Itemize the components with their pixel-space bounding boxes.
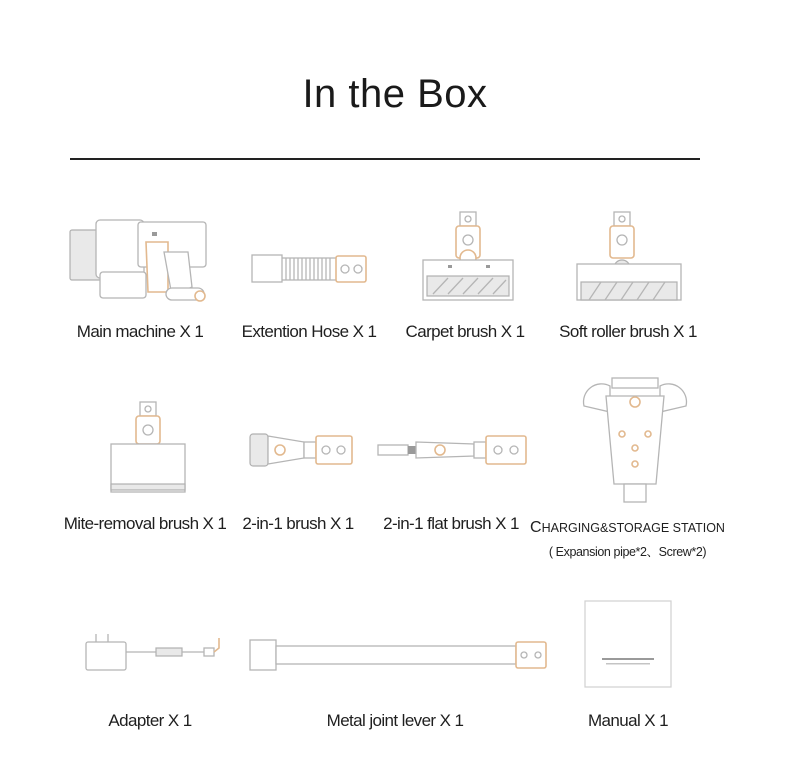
item-label: Adapter X 1 xyxy=(108,711,192,730)
page-title: In the Box xyxy=(302,72,488,116)
soft-roller-brush-icon xyxy=(575,210,685,305)
label-small: STORAGE STATION xyxy=(608,521,725,535)
metal-joint-lever-icon xyxy=(250,636,550,676)
item-label: Main machine X 1 xyxy=(76,322,204,341)
item-label: 2-in-1 brush X 1 xyxy=(242,514,354,533)
adapter-icon xyxy=(84,630,224,675)
extension-hose-icon xyxy=(252,250,382,290)
item-label: Mite-removal brush X 1 xyxy=(63,514,227,533)
main-machine-icon xyxy=(68,212,218,312)
charging-station-icon xyxy=(580,376,690,506)
item-label: Extention Hose X 1 xyxy=(241,322,377,341)
mite-removal-brush-icon xyxy=(108,400,198,495)
manual-icon xyxy=(584,600,674,690)
carpet-brush-icon xyxy=(418,210,518,305)
label-amp: & xyxy=(599,521,609,535)
two-in-one-brush-icon xyxy=(250,430,360,470)
item-label: Metal joint lever X 1 xyxy=(326,711,464,730)
title-divider xyxy=(70,158,700,160)
item-label: Carpet brush X 1 xyxy=(405,322,525,341)
item-label: Soft roller brush X 1 xyxy=(559,322,697,341)
label-small: HARGING xyxy=(541,521,600,535)
item-label: Manual X 1 xyxy=(588,711,668,730)
label-cap: C xyxy=(530,519,542,536)
item-label xyxy=(530,517,725,537)
item-label: 2-in-1 flat brush X 1 xyxy=(383,514,519,533)
item-sublabel: ( Expansion pipe*2、Screw*2) xyxy=(548,545,707,559)
two-in-one-flat-brush-icon xyxy=(378,430,528,470)
